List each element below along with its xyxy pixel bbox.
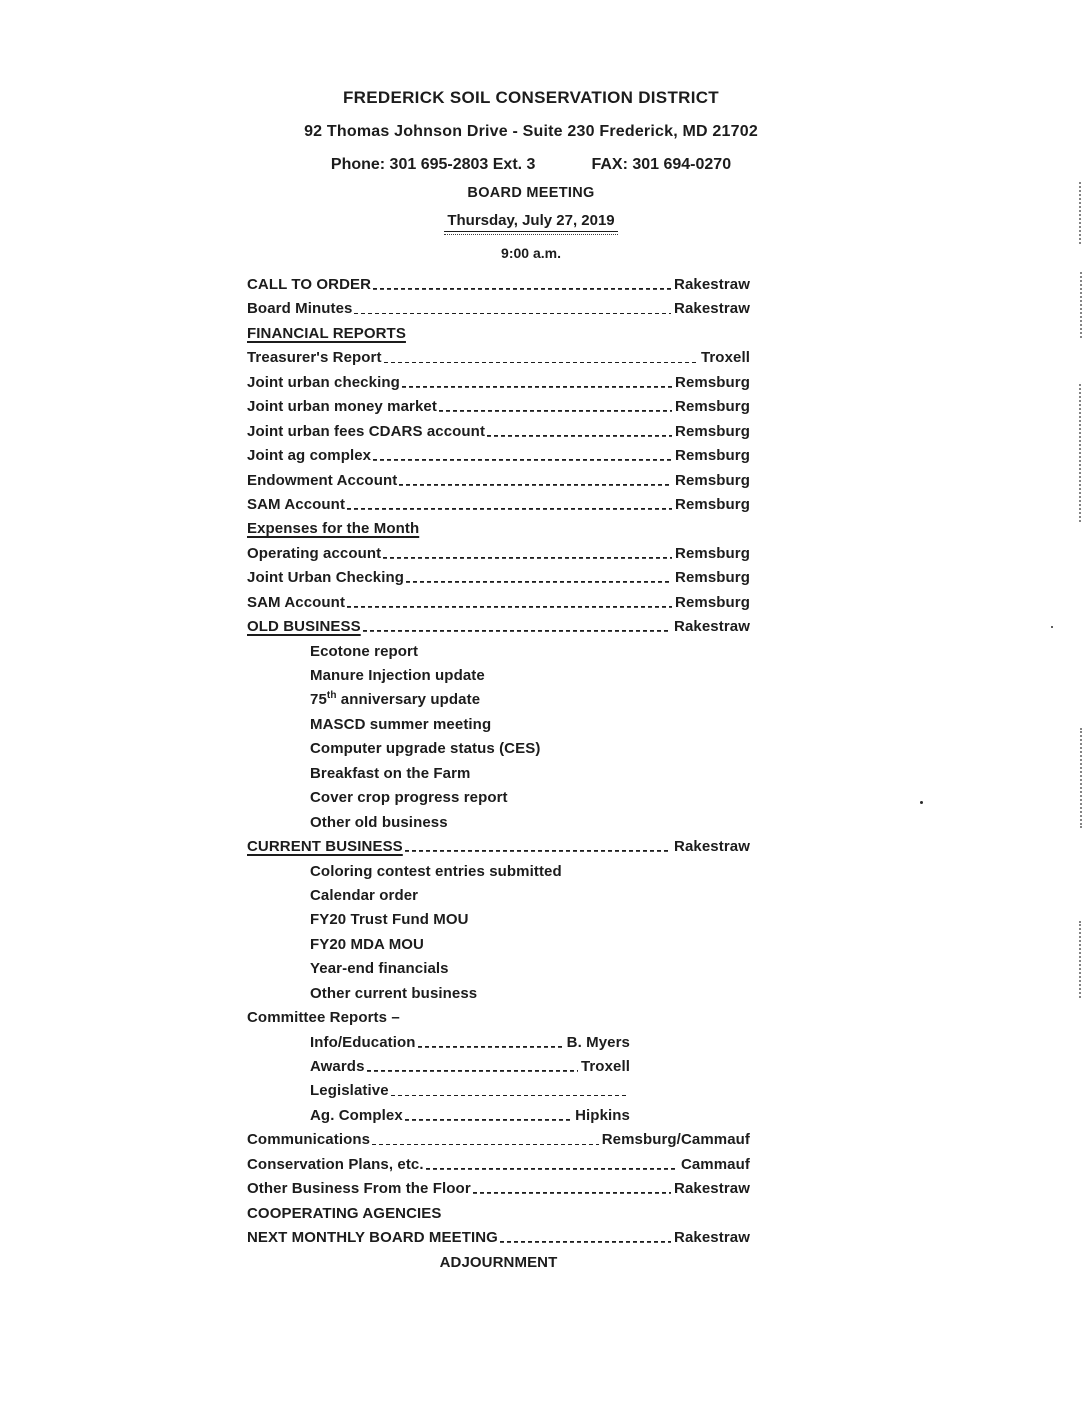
dash-leader <box>354 297 671 314</box>
presenter-name: Rakestraw <box>674 276 750 293</box>
section-header-label: FINANCIAL REPORTS <box>247 324 406 342</box>
presenter-name: Cammauf <box>680 1155 750 1173</box>
presenter-name: Rakestraw <box>674 1229 750 1247</box>
agenda-item-label: Operating account <box>247 544 382 562</box>
dash-leader <box>372 1128 599 1145</box>
org-address: 92 Thomas Johnson Drive - Suite 230 Frederick, MD 21702 <box>304 123 758 140</box>
scan-artifact <box>1079 182 1081 244</box>
scan-artifact <box>1080 728 1082 828</box>
agenda-list <box>247 273 750 1275</box>
subitem-label: Year-end financials <box>310 960 449 978</box>
agenda-item-label: Info/Education <box>310 1033 416 1051</box>
agenda-item-label: Endowment Account <box>247 471 398 489</box>
subitem-label: FY20 Trust Fund MOU <box>310 911 469 929</box>
presenter-name: Remsburg <box>675 422 750 440</box>
presenter-name: Remsburg <box>675 593 750 611</box>
dash-leader <box>373 273 671 290</box>
agenda-item-label: NEXT MONTHLY BOARD MEETING <box>247 1229 498 1247</box>
agenda-item-label: Legislative <box>310 1082 389 1100</box>
presenter-name: Hipkins <box>575 1106 630 1124</box>
scan-artifact <box>1051 626 1053 628</box>
agenda-subitem <box>310 908 750 932</box>
presenter-name: Rakestraw <box>674 618 750 636</box>
agenda-row <box>247 493 750 517</box>
agenda-item-label: Joint urban money market <box>247 398 437 416</box>
agenda-item-label: SAM Account <box>247 593 346 611</box>
presenter-name: B. Myers <box>566 1033 630 1051</box>
agenda-item-label: Board Minutes <box>247 300 353 318</box>
agenda-section-header <box>247 615 750 639</box>
presenter-name: Troxell <box>580 1058 630 1075</box>
dash-leader <box>347 591 672 608</box>
agenda-committee-row <box>310 1079 630 1103</box>
presenter-name: Remsburg <box>675 471 750 489</box>
subitem-label: Coloring contest entries submitted <box>310 862 562 880</box>
agenda-subitem <box>310 860 750 884</box>
subitem-label: Manure Injection update <box>310 667 485 684</box>
agenda-item-label: SAM Account <box>247 495 346 513</box>
dash-leader <box>406 566 672 583</box>
agenda-item-label: CALL TO ORDER <box>247 276 372 293</box>
presenter-name: Troxell <box>700 349 750 367</box>
dash-leader <box>399 469 672 486</box>
subitem-label: Computer upgrade status (CES) <box>310 740 541 758</box>
dash-leader <box>405 1104 572 1121</box>
agenda-item-label: Joint urban checking <box>247 373 400 391</box>
meeting-date: Thursday, July 27, 2019 <box>444 211 617 232</box>
agenda-section-header <box>247 835 750 859</box>
agenda-section-header <box>247 322 750 346</box>
dash-leader <box>383 542 672 559</box>
agenda-subitem <box>310 713 750 737</box>
agenda-row <box>247 591 750 615</box>
scan-artifact <box>1079 921 1081 998</box>
agenda-row <box>247 469 750 493</box>
scan-artifact <box>1079 384 1081 522</box>
presenter-name: Remsburg <box>675 569 750 587</box>
agenda-item-label: Ag. Complex <box>310 1106 403 1124</box>
presenter-name: Remsburg <box>675 544 750 562</box>
agenda-row <box>247 1153 750 1177</box>
agenda-subitem <box>310 884 750 908</box>
dash-leader <box>439 395 672 412</box>
agenda-subitem <box>310 982 750 1006</box>
presenter-name: Remsburg/Cammauf <box>601 1131 750 1149</box>
agenda-row <box>247 566 750 590</box>
presenter-name: Remsburg <box>675 447 750 465</box>
agenda-row <box>247 420 750 444</box>
subitem-label: Ecotone report <box>310 642 419 660</box>
meeting-date-underline <box>444 211 617 235</box>
subitem-label: Other current business <box>310 984 478 1002</box>
agenda-item-label: Joint Urban Checking <box>247 569 405 587</box>
org-name: FREDERICK SOIL CONSERVATION DISTRICT <box>342 88 719 107</box>
dash-leader <box>384 346 698 363</box>
presenter-name: Remsburg <box>675 398 750 416</box>
dash-leader <box>473 1177 671 1194</box>
dash-leader <box>367 1055 578 1072</box>
agenda-committee-row <box>310 1055 630 1079</box>
subitem-label: MASCD summer meeting <box>310 715 492 733</box>
agenda-item-label: Awards <box>310 1058 365 1075</box>
agenda-subitem <box>310 688 750 712</box>
agenda-item-label: Joint urban fees CDARS account <box>247 422 486 440</box>
agenda-committee-row <box>310 1031 630 1055</box>
ordinal-suffix: th <box>326 690 337 702</box>
agenda-row <box>247 1202 750 1226</box>
dash-leader <box>363 615 671 632</box>
subitem-label: FY20 MDA MOU <box>310 935 424 953</box>
scan-artifact <box>920 801 923 804</box>
presenter-name: Remsburg <box>675 495 750 513</box>
agenda-document <box>247 88 815 1275</box>
presenter-name: Rakestraw <box>674 300 750 318</box>
agenda-subitem <box>310 933 750 957</box>
adjournment-label: ADJOURNMENT <box>439 1253 558 1271</box>
agenda-item-label: COOPERATING AGENCIES <box>247 1204 442 1222</box>
presenter-name: Rakestraw <box>674 838 750 856</box>
agenda-subitem <box>310 737 750 761</box>
dash-leader <box>418 1031 564 1048</box>
section-header-label: CURRENT BUSINESS <box>247 838 403 856</box>
agenda-subitem <box>310 957 750 981</box>
presenter-name: Remsburg <box>675 373 750 391</box>
org-contact-line <box>247 155 815 175</box>
agenda-row <box>247 1128 750 1152</box>
agenda-row <box>247 273 750 297</box>
agenda-section-header <box>247 517 750 541</box>
agenda-subitem <box>310 664 750 688</box>
dash-leader <box>500 1226 671 1243</box>
meeting-title: BOARD MEETING <box>467 185 595 201</box>
dash-leader <box>402 371 672 388</box>
dash-leader <box>405 835 671 852</box>
subitem-label: Other old business <box>310 813 448 831</box>
agenda-committee-row <box>310 1104 630 1128</box>
subitem-label: Breakfast on the Farm <box>310 764 471 782</box>
subitem-label: 75th anniversary update <box>310 690 481 709</box>
scan-artifact <box>1080 272 1082 338</box>
agenda-item-label: Communications <box>247 1131 371 1149</box>
dash-leader <box>391 1079 627 1096</box>
agenda-row <box>247 444 750 468</box>
section-header-label: OLD BUSINESS <box>247 618 361 636</box>
agenda-row <box>247 1177 750 1201</box>
meeting-time: 9:00 a.m. <box>501 245 561 261</box>
section-header-label: Expenses for the Month <box>247 520 420 538</box>
org-phone: Phone: 301 695-2803 Ext. 3 <box>330 156 536 173</box>
agenda-row <box>247 1006 750 1030</box>
agenda-item-label: Committee Reports – <box>247 1009 400 1027</box>
agenda-subitem <box>310 640 750 664</box>
agenda-subitem <box>310 786 750 810</box>
agenda-item-label: Other Business From the Floor <box>247 1180 471 1198</box>
agenda-row <box>247 1226 750 1250</box>
agenda-row <box>247 371 750 395</box>
agenda-item-label: Joint ag complex <box>247 447 372 465</box>
agenda-item-label: Conservation Plans, etc. <box>247 1155 424 1173</box>
subitem-label: Cover crop progress report <box>310 789 508 807</box>
presenter-name: Rakestraw <box>674 1180 750 1198</box>
org-fax: FAX: 301 694-0270 <box>591 156 732 173</box>
agenda-item-label: Treasurer's Report <box>247 349 382 367</box>
agenda-row <box>247 542 750 566</box>
adjournment-row <box>247 1251 750 1275</box>
agenda-row <box>247 395 750 419</box>
agenda-subitem <box>310 811 750 835</box>
dash-leader <box>373 444 672 461</box>
dash-leader <box>426 1153 678 1170</box>
subitem-label: Calendar order <box>310 886 419 904</box>
dash-leader <box>487 420 672 437</box>
dash-leader <box>347 493 672 510</box>
agenda-row <box>247 346 750 370</box>
agenda-row <box>247 297 750 321</box>
agenda-subitem <box>310 762 750 786</box>
